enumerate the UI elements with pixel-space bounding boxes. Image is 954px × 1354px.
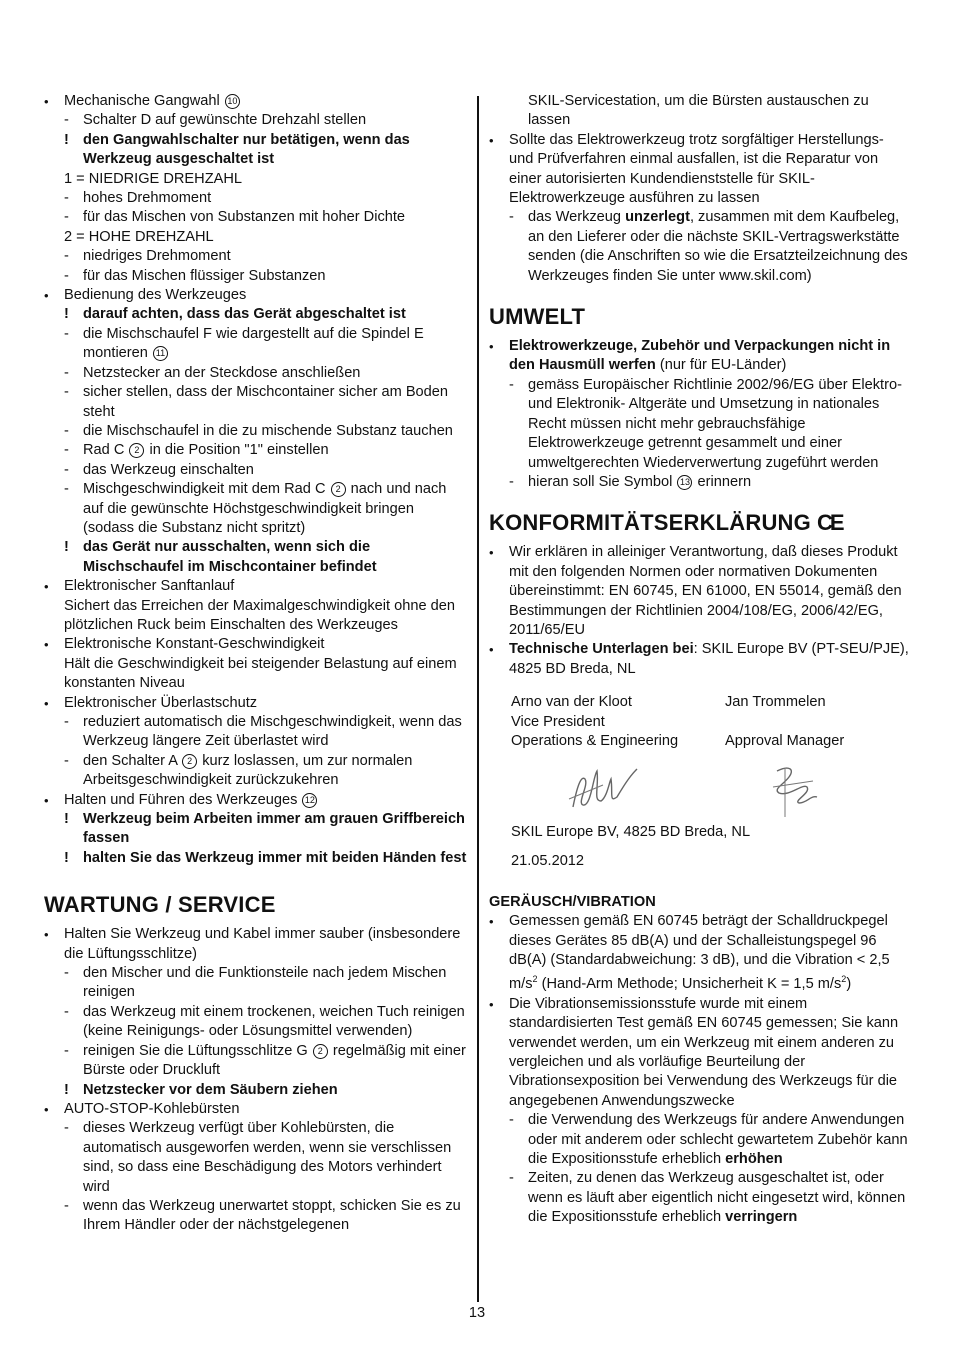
warning-item: ! das Gerät nur ausschalten, wenn sich die Mischschaufel im Mischcontainer befindet bbox=[64, 539, 377, 575]
bullet-icon: • bbox=[44, 288, 49, 304]
signatories bbox=[489, 693, 909, 751]
constant-text: Hält die Geschwindigkeit bei steigender Belastung auf einem konstanten Niveau bbox=[64, 655, 457, 692]
bullet-icon: • bbox=[44, 1101, 49, 1117]
sub-item: - reduziert automatisch die Mischgeschwindigkeit, wenn das Werkzeug längere Zeit überlastet wird bbox=[64, 714, 462, 750]
list-item-brushes: • AUTO-STOP-Kohlebürsten bbox=[44, 1100, 468, 1119]
company-address: SKIL Europe BV, 4825 BD Breda, NL bbox=[511, 824, 751, 841]
right-column bbox=[489, 92, 909, 1228]
list-item-operation: • Bedienung des Werkzeuges bbox=[44, 286, 468, 305]
gear-high-label: 2 = HOHE DREHZAHL bbox=[64, 228, 214, 245]
warning-item: ! darauf achten, dass das Gerät abgeschaltet ist bbox=[64, 306, 406, 323]
signatory-a-department: Operations & Engineering bbox=[511, 732, 679, 749]
list-item-constant: • Elektronische Konstant-Geschwindigkeit bbox=[44, 635, 468, 654]
page-number: 13 bbox=[468, 1305, 486, 1321]
signatory-a-name: Arno van der Kloot bbox=[511, 694, 632, 711]
bullet-icon: • bbox=[489, 996, 494, 1012]
list-item-repair: • Sollte das Elektrowerkzeug trotz sorgfältiger Herstellungs- und Prüfverfahren einmal ausfallen, ist die Reparatur von einer autorisierten Kundendienststelle für SKIL-Elektrowerkzeuge ausführen zu lassen bbox=[489, 131, 884, 207]
section-heading-conformity: KONFORMITÄTSERKLÄRUNG CE bbox=[489, 510, 842, 536]
left-column bbox=[44, 92, 468, 1236]
signatory-b-name: Jan Trommelen bbox=[725, 694, 826, 711]
bullet-icon: • bbox=[44, 637, 49, 653]
sub-item: - den Mischer und die Funktionsteile nach jedem Mischen reinigen bbox=[64, 965, 447, 1001]
bullet-icon: • bbox=[489, 339, 494, 355]
sub-item: - die Verwendung des Werkzeugs für andere Anwendungen oder mit anderem oder schlecht gewartetem Zubehör kann die Expositionsstufe erheblich erhöhen bbox=[509, 1112, 908, 1168]
bullet-icon: • bbox=[489, 545, 494, 561]
ref-number: 10 bbox=[225, 94, 240, 109]
list-item-gear: • Mechanische Gangwahl 10 bbox=[44, 92, 468, 111]
bullet-icon: • bbox=[44, 792, 49, 808]
sub-item: - das Werkzeug unzerlegt, zusammen mit dem Kaufbeleg, an den Lieferer oder die nächste SKIL-Vertragswerkstätte senden (die Anschriften so wie die Ersatzteilzeichnung des Werkzeuges finden Sie unter www.skil.com) bbox=[509, 209, 908, 284]
list-item-holding: • Halten und Führen des Werkzeuges 12 bbox=[44, 791, 468, 810]
sub-item: - hohes Drehmoment bbox=[64, 190, 212, 207]
sub-item: - Zeiten, zu denen das Werkzeug ausgeschaltet ist, oder wenn es läuft aber eigentlich nicht eingesetzt wird, können die Expositionsstufe erheblich verringern bbox=[509, 1170, 906, 1226]
warning-item: ! halten Sie das Werkzeug immer mit beiden Händen fest bbox=[64, 849, 467, 866]
list-item-env: • Elektrowerkzeuge, Zubehör und Verpackungen nicht in den Hausmüll werfen (nur für EU-Länder) bbox=[489, 338, 891, 374]
list-item-softstart: • Elektronischer Sanftanlauf bbox=[44, 577, 468, 596]
section-heading-noise: GERÄUSCH/VIBRATION bbox=[489, 894, 656, 911]
gear-low-label: 1 = NIEDRIGE DREHZAHL bbox=[64, 170, 243, 187]
warning-item: ! Werkzeug beim Arbeiten immer am grauen Griffbereich fassen bbox=[64, 811, 465, 847]
sub-item: - sicher stellen, dass der Mischcontainer sicher am Boden steht bbox=[64, 384, 449, 420]
ref-number: 2 bbox=[313, 1044, 328, 1059]
signatory-a-title: Vice President bbox=[511, 713, 605, 730]
list-item-tech-docs: • Technische Unterlagen bei: SKIL Europe BV (PT-SEU/PJE), 4825 BD Breda, NL bbox=[489, 641, 909, 677]
signature-b-icon bbox=[759, 757, 829, 819]
bullet-icon: • bbox=[489, 642, 494, 658]
signature-date: 21.05.2012 bbox=[511, 852, 585, 869]
sub-item: - für das Mischen flüssiger Substanzen bbox=[64, 267, 326, 284]
sub-item: - Rad C 2 in die Position "1" einstellen bbox=[64, 442, 329, 459]
ref-number: 13 bbox=[677, 475, 692, 490]
signatory-b-title bbox=[725, 713, 925, 732]
sub-item: - für das Mischen von Substanzen mit hoher Dichte bbox=[64, 209, 406, 226]
ref-number: 12 bbox=[302, 793, 317, 808]
bullet-icon: • bbox=[44, 695, 49, 711]
signatures bbox=[489, 757, 909, 819]
bullet-icon: • bbox=[44, 94, 49, 109]
column-divider bbox=[477, 96, 479, 1302]
sub-item: - die Mischschaufel in die zu mischende Substanz tauchen bbox=[64, 422, 453, 439]
warning-item: ! den Gangwahlschalter nur betätigen, wenn das Werkzeug ausgeschaltet ist bbox=[64, 131, 410, 168]
list-item-overload: • Elektronischer Überlastschutz bbox=[44, 694, 468, 713]
list-item-clean: • Halten Sie Werkzeug und Kabel immer sauber (insbesondere die Lüftungsschlitze) bbox=[44, 926, 461, 962]
section-heading-environment: UMWELT bbox=[489, 304, 586, 330]
ref-number: 11 bbox=[153, 346, 168, 361]
list-item-vibration: • Die Vibrationsemissionsstufe wurde mit einem standardisierten Test gemäß EN 60745 gemessen; Sie kann verwendet werden, um ein Werkzeug mit einem anderen zu vergleichen und als vorläufige Beurteilung der Vibrationsexposition bei Verwendung des Werkzeugs für die angegebenen Anwendungszwecke bbox=[489, 995, 899, 1109]
bullet-icon: • bbox=[489, 132, 494, 148]
ref-number: 2 bbox=[331, 482, 346, 497]
list-item-noise: • Gemessen gemäß EN 60745 beträgt der Schalldruckpegel dieses Gerätes 85 dB(A) und der Schalleistungspegel 96 dB(A) (Standardabweichung: 3 dB), und die Vibration < 2,5 $m/s^2$ (Hand-Arm Methode; Unsicherheit K = 1,5 $m/s^2$) bbox=[489, 913, 890, 993]
sub-item: - Schalter D auf gewünschte Drehzahl stellen bbox=[64, 112, 367, 129]
sub-item: - hieran soll Sie Symbol 13 erinnern bbox=[509, 473, 752, 490]
ce-mark-icon: CE bbox=[816, 510, 842, 536]
ref-number: 2 bbox=[129, 443, 144, 458]
sub-item: - gemäss Europäischer Richtlinie 2002/96/EG über Elektro- und Elektronik- Altgeräte und Umsetzung in nationales Recht müssen nicht mehr gebrauchsfähige Elektrowerkzeuge getrennt gesammelt und einer umweltgerechten Wiederverwertung zugeführt werden bbox=[509, 376, 902, 471]
sub-item: - niedriges Drehmoment bbox=[64, 248, 231, 265]
sub-item: - wenn das Werkzeug unerwartet stoppt, schicken Sie es zu Ihrem Händler oder der nächstgelegenen bbox=[64, 1197, 461, 1234]
list-item-conf: • Wir erklären in alleiniger Verantwortung, daß dieses Produkt mit den folgenden Normen oder normativen Dokumenten übereinstimmt: EN 60745, EN 61000, EN 55014, gemäß den Bestimmungen der Richtlinien 2004/108/EG, 2006/42/EG, 2011/65/EU bbox=[489, 544, 902, 638]
sub-item-continued: SKIL-Servicestation, um die Bürsten austauschen zu lassen bbox=[528, 93, 869, 129]
signature-a-icon bbox=[563, 757, 643, 817]
softstart-text: Sichert das Erreichen der Maximalgeschwindigkeit ohne den plötzlichen Ruck beim Einschalten des Werkzeuges bbox=[64, 597, 455, 633]
bullet-icon: • bbox=[44, 579, 49, 595]
sub-item: - dieses Werkzeug verfügt über Kohlebürsten, die automatisch ausgeworfen werden, wenn sie verschlissen sind, so dass eine Beschädigung des Motors verhindert wird bbox=[64, 1120, 452, 1195]
sub-item: - Netzstecker an der Steckdose anschließen bbox=[64, 364, 361, 381]
bullet-icon: • bbox=[489, 914, 494, 930]
ref-number: 2 bbox=[182, 754, 197, 769]
signatory-b-role: Approval Manager bbox=[725, 732, 845, 749]
sub-item: - das Werkzeug mit einem trockenen, weichen Tuch reinigen (keine Reinigungs- oder Lösungsmittel verwenden) bbox=[64, 1003, 465, 1040]
sub-item: - das Werkzeug einschalten bbox=[64, 461, 254, 478]
sub-item: - die Mischschaufel F wie dargestellt auf die Spindel E montieren 11 bbox=[64, 325, 424, 362]
sub-item: - den Schalter A 2 kurz loslassen, um zur normalen Arbeitsgeschwindigkeit zurückzukehren bbox=[64, 752, 413, 789]
warning-item: ! Netzstecker vor dem Säubern ziehen bbox=[64, 1081, 338, 1098]
section-heading-maintenance: WARTUNG / SERVICE bbox=[44, 892, 276, 918]
bullet-icon: • bbox=[44, 927, 49, 943]
sub-item: - reinigen Sie die Lüftungsschlitze G 2 regelmäßig mit einer Bürste oder Druckluft bbox=[64, 1042, 466, 1079]
sub-item: - Mischgeschwindigkeit mit dem Rad C 2 nach und nach auf die gewünschte Höchstgeschwindigkeit bringen (sodass die Substanz nicht spritzt) bbox=[64, 481, 447, 536]
